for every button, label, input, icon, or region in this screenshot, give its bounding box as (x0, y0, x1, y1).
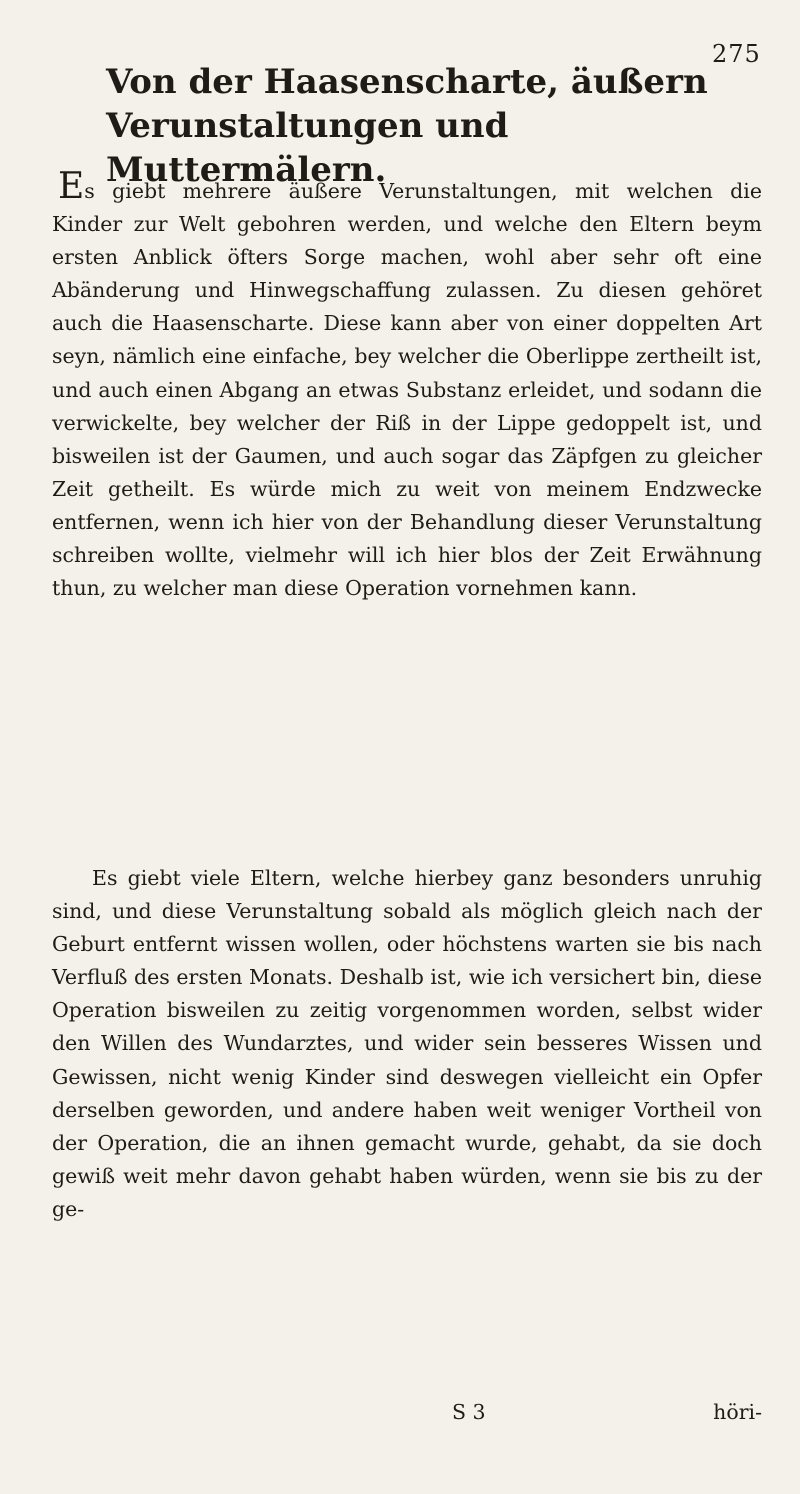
page-number: 275 (712, 40, 761, 68)
signature-mark: S 3 (452, 1400, 486, 1424)
catchword: höri- (713, 1400, 762, 1424)
page-footer (52, 1400, 762, 1430)
body-paragraph-1: Es giebt mehrere äußere Verunstaltungen, mit welchen die Kinder zur Welt gebohren werden, und welche den Eltern beym ersten Anblick öfters Sorge machen, wohl aber sehr oft eine Abänderung und Hinwegschaffung zulassen. Zu diesen gehöret auch die Haasenscharte. Diese kann aber von einer doppelten Art seyn, nämlich eine einfache, bey welcher die Oberlippe zertheilt ist, und auch einen Abgang an etwas Substanz erleidet, und sodann die verwickelte, bey welcher der Riß in der Lippe gedoppelt ist, und bisweilen ist der Gaumen, und auch sogar das Zäpfgen zu gleicher Zeit getheilt. Es würde mich zu weit von meinem Endzwecke entfernen, wenn ich hier von der Behandlung dieser Verunstaltung schreiben wollte, vielmehr will ich hier blos der Zeit Erwähnung thun, zu welcher man diese Operation vornehmen kann. (52, 166, 762, 601)
chapter-heading: Von der Haasenscharte, äußern Verunstaltungen und Muttermälern. (106, 62, 708, 190)
body-paragraph-2: Es giebt viele Eltern, welche hierbey ganz besonders unruhig sind, und diese Verunstaltung sobald als möglich gleich nach der Geburt entfernt wissen wollen, oder höchstens warten sie bis nach Verfluß des ersten Monats. Deshalb ist, wie ich versichert bin, diese Operation bisweilen zu zeitig vorgenommen worden, selbst wider den Willen des Wundarztes, und wider sein besseres Wissen und Gewissen, nicht wenig Kinder sind deswegen vielleicht ein Opfer derselben geworden, und andere haben weit weniger Vortheil von der Operation, die an ihnen gemacht wurde, gehabt, da sie doch gewiß weit mehr davon gehabt haben würden, wenn sie bis zu der ge- (52, 866, 762, 1221)
